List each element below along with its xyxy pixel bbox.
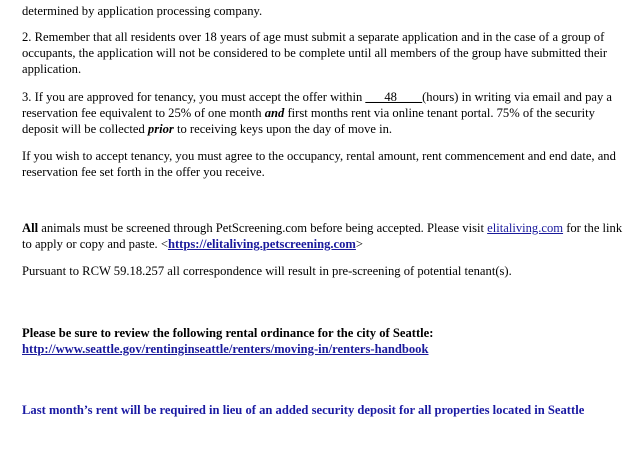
prior-emphasis: prior [147, 122, 174, 136]
animals-text-mid: for the link to apply or copy and paste. < [22, 221, 623, 251]
offer-text-start: 3. If you are approved for tenancy, you must accept the offer within [22, 90, 366, 104]
paragraph-2-residents-applications: 2. Remember that all residents over 18 years of age must submit a separate application and in the case of a group of occupants, the application will not be considered to be complete until all members of the group have submitted their application. [22, 30, 608, 76]
elitaliving-link[interactable]: elitaliving.com [487, 221, 564, 235]
offer-text-mid2: first months rent via online tenant portal. 75% of the security deposit will be collected [22, 106, 595, 136]
paragraph-3-tenancy-offer [22, 89, 624, 137]
animals-text-end: > [355, 237, 364, 251]
offer-text-end: to receiving keys upon the day of move in. [173, 122, 393, 136]
paragraph-accept-tenancy: If you wish to accept tenancy, you must agree to the occupancy, rental amount, rent commencement and end date, and reservation fee set forth in the offer you receive. [22, 149, 616, 179]
paragraph-last-month-rent-notice: Last month’s rent will be required in lieu of an added security deposit for all properties located in Seattle [22, 403, 585, 417]
paragraph-animal-screening [22, 220, 624, 252]
paragraph-processing-company: determined by application processing company. [22, 4, 263, 18]
renters-handbook-link[interactable]: http://www.seattle.gov/rentinginseattle/renters/moving-in/renters-handbook [22, 342, 429, 356]
paragraph-rcw-prescreening: Pursuant to RCW 59.18.257 all correspondence will result in pre-screening of potential tenant(s). [22, 264, 512, 278]
animals-text-start: animals must be screened through PetScreening.com before being accepted. Please visit [38, 221, 488, 235]
paragraph-seattle-ordinance [22, 325, 624, 357]
all-emphasis: All [22, 221, 39, 235]
and-emphasis: and [264, 106, 285, 120]
petscreening-link[interactable]: https://elitaliving.petscreening.com [167, 237, 356, 251]
offer-text-mid1: (hours) in writing via email and pay a reservation fee equivalent to 25% of one month [22, 90, 612, 120]
hours-blank-field: ___48____ [365, 90, 423, 104]
ordinance-heading: Please be sure to review the following rental ordinance for the city of Seattle: [22, 326, 434, 340]
